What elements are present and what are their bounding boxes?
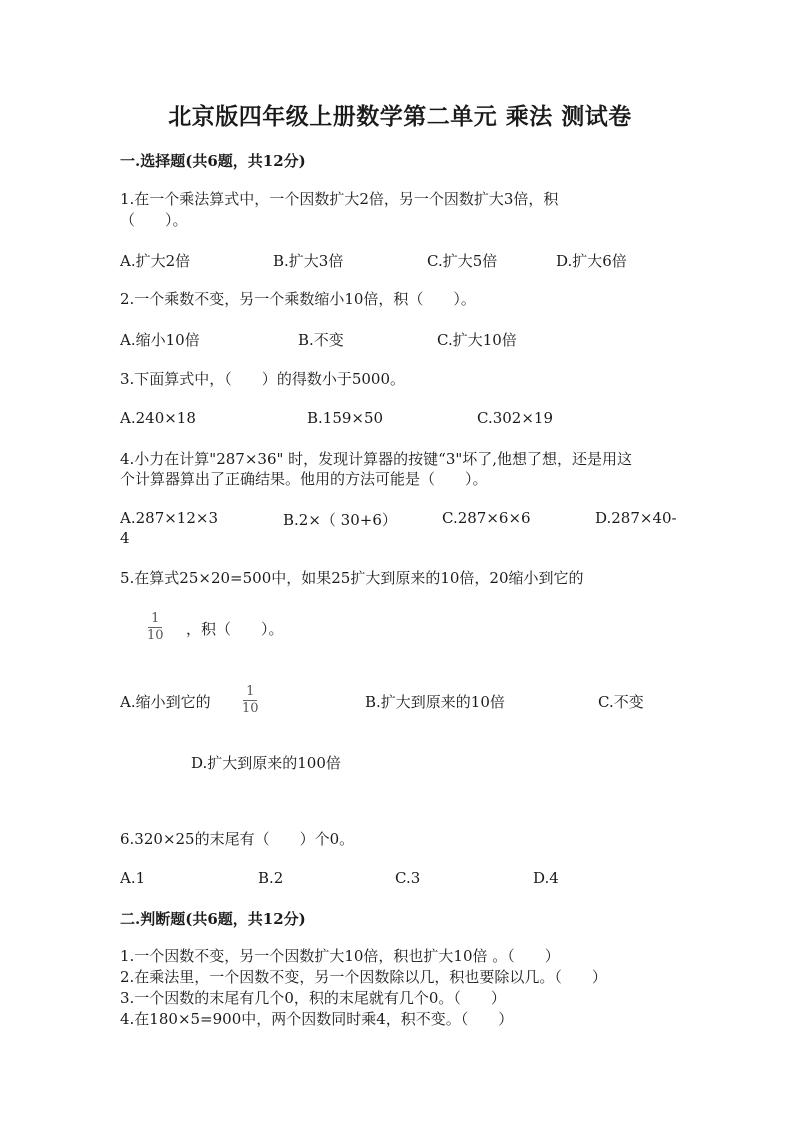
question-1-line1: 1.在一个乘法算式中，一个因数扩大2倍，另一个因数扩大3倍，积	[120, 190, 559, 208]
fraction-denominator: 10	[147, 628, 164, 643]
question-1-line2: （ ）。	[120, 211, 188, 229]
section-heading-choice: 一.选择题(共6题，共12分)	[120, 152, 306, 170]
judgment-item-4: 4.在180×5=900中，两个因数同时乘4，积不变。（ ）	[120, 1010, 514, 1028]
q2-option-b[interactable]: B.不变	[298, 331, 344, 349]
fraction-numerator: 1	[246, 684, 255, 699]
question-4-line1: 4.小力在计算"287×36" 时，发现计算器的按键“3"坏了,他想了想，还是用这	[120, 450, 633, 468]
q1-option-b[interactable]: B.扩大3倍	[273, 252, 344, 270]
judgment-item-2: 2.在乘法里，一个因数不变，另一个因数除以几，积也要除以几。（ ）	[120, 968, 607, 986]
section-heading-judgment: 二.判断题(共6题，共12分)	[120, 910, 306, 928]
page-title: 北京版四年级上册数学第二单元 乘法 测试卷	[168, 103, 632, 130]
q5-option-d[interactable]: D.扩大到原来的100倍	[191, 754, 341, 772]
q4-option-d[interactable]: D.287×40-	[595, 509, 677, 527]
q3-option-c[interactable]: C.302×19	[477, 409, 553, 427]
q1-option-d[interactable]: D.扩大6倍	[556, 252, 627, 270]
q4-option-c[interactable]: C.287×6×6	[442, 509, 531, 527]
question-5-line1: 5.在算式25×20=500中，如果25扩大到原来的10倍，20缩小到它的	[120, 569, 584, 587]
fraction-denominator: 10	[242, 701, 259, 716]
question-5-line2: ，积（ ）。	[186, 620, 284, 638]
question-4-line2: 个计算器算出了正确结果。他用的方法可能是（ ）。	[120, 470, 488, 488]
q6-option-b[interactable]: B.2	[258, 869, 284, 887]
question-2: 2.一个乘数不变，另一个乘数缩小10倍，积（ ）。	[120, 290, 476, 308]
q5-option-a[interactable]: A.缩小到它的	[120, 693, 211, 711]
q5-option-b[interactable]: B.扩大到原来的10倍	[365, 693, 505, 711]
q1-option-a[interactable]: A.扩大2倍	[120, 252, 191, 270]
q2-option-c[interactable]: C.扩大10倍	[437, 331, 517, 349]
q3-option-a[interactable]: A.240×18	[120, 409, 196, 427]
q6-option-d[interactable]: D.4	[533, 869, 559, 887]
q2-option-a[interactable]: A.缩小10倍	[120, 331, 200, 349]
q3-option-b[interactable]: B.159×50	[307, 409, 384, 427]
q4-option-d-wrap: 4	[120, 529, 130, 547]
judgment-item-3: 3.一个因数的末尾有几个0，积的末尾就有几个0。（ ）	[120, 989, 506, 1007]
q5-option-c[interactable]: C.不变	[598, 693, 644, 711]
fraction-numerator: 1	[151, 611, 160, 626]
q5-fraction	[145, 612, 166, 643]
q6-option-c[interactable]: C.3	[395, 869, 421, 887]
q5-option-a-fraction	[240, 685, 261, 716]
q4-option-b[interactable]: B.2×（ 30+6）	[283, 511, 397, 529]
q6-option-a[interactable]: A.1	[120, 869, 146, 887]
q1-option-c[interactable]: C.扩大5倍	[427, 252, 498, 270]
question-3: 3.下面算式中，（ ）的得数小于5000。	[120, 370, 405, 388]
judgment-item-1: 1.一个因数不变，另一个因数扩大10倍，积也扩大10倍 。（ ）	[120, 947, 560, 965]
question-6: 6.320×25的末尾有（ ）个0。	[120, 830, 355, 848]
q4-option-a[interactable]: A.287×12×3	[120, 509, 218, 527]
